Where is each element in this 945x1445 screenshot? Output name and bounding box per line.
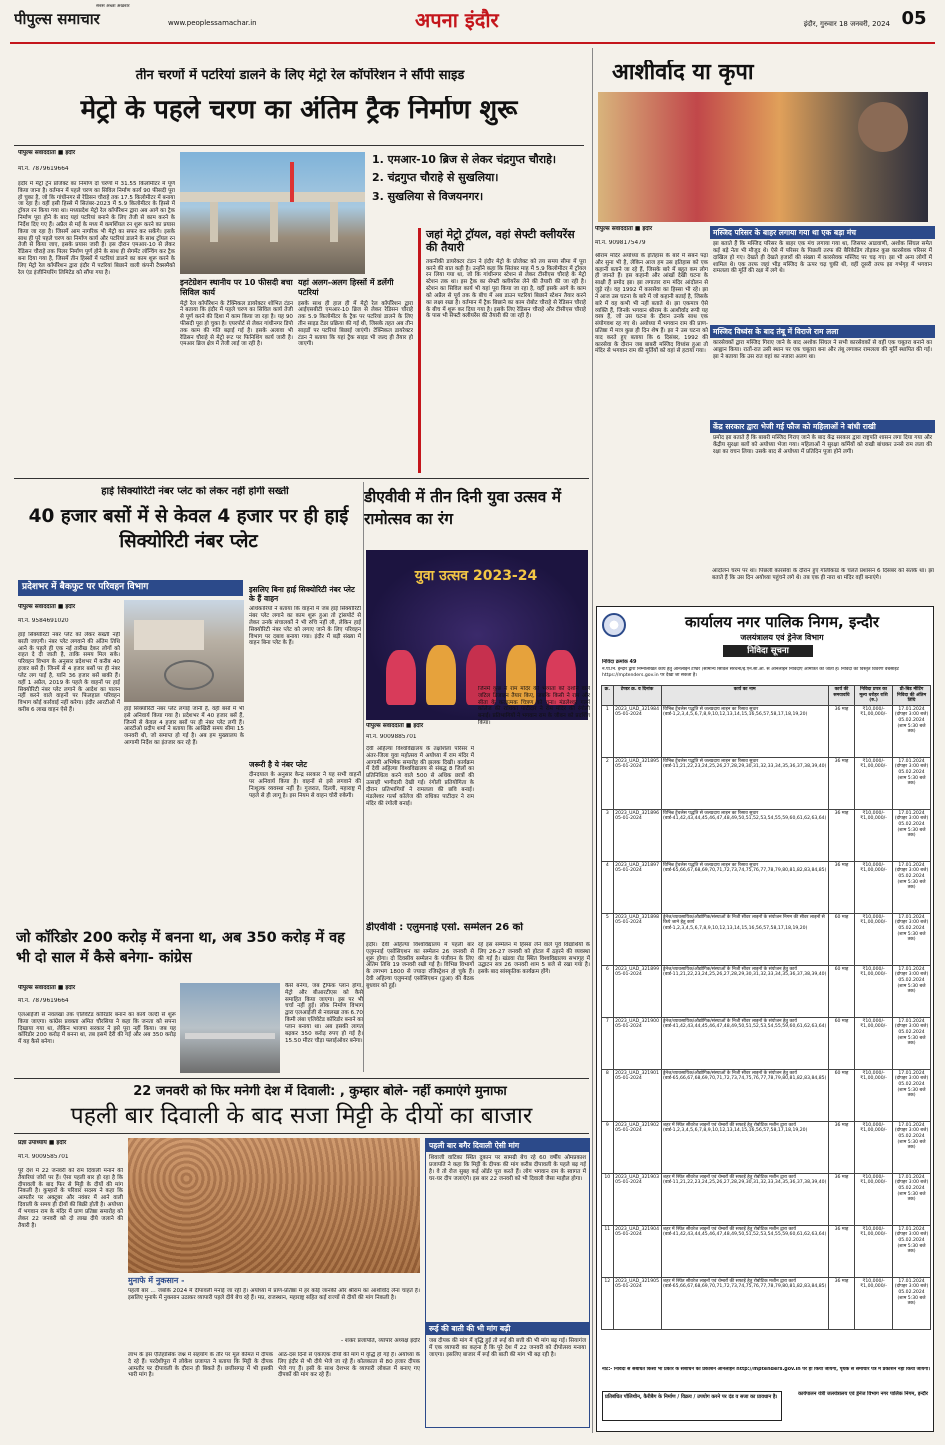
diwali-head-rule — [14, 1133, 589, 1134]
tender-footer-left: प्रतिबंधित पॉलिथीन, कैरीबैग के निर्माण / विक्रय / उपयोग करने पर दंड व सजा का प्रावधान है। — [602, 1391, 782, 1421]
tender-subtitle: जलयंत्रालय एवं ड्रेनेज विभाग — [740, 633, 824, 642]
tender-cell-fee: ₹10,000/- ₹1,00,000/- — [855, 965, 893, 1017]
hsrp-photo — [124, 600, 244, 702]
davv-sub-headline: डीएवीवी : एलुमनाई एसो. सम्मेलन 26 को — [366, 922, 523, 933]
tender-cell-dates: 17.01.2024 (दोपहर 3:00 बजे) 05.02.2024 (शाम 5:30 बजे तक) — [893, 965, 931, 1017]
ashirwad-box1-title: मस्जिद परिसर के बाहर लगाया गया था एक बड़ा मंच — [710, 226, 935, 239]
tender-cell-id: 2023_UAD_321895 05-01-2024 — [613, 757, 661, 809]
tender-cell-fee: ₹10,000/- ₹1,00,000/- — [855, 1173, 893, 1225]
ashirwad-body: श्रीराम मंदिर अयोध्या के इतिहास के बारे में सबने पढ़ा और सुना भी है, लेकिन आज हम उस इतिहास को एक कहानी बताने जा रहे हैं, जिसके बारे में बहुत कम लोग ही जानते हैं। इस कहानी और आंखों देखी घटना के साक्षी हैं प्रमोद झा। झा लगातार राम मंदिर आंदोलन से जुड़े रहे। वह 1992 में कारसेवा का हिस्सा भी रहे। झा ने आज उस घटना के बारे में जो कहानी बताई है, जिसके बारे में वह कभी भी नहीं बताते थे। झा एकमात्र ऐसे व्यक्ति हैं, जिनके भगवान श्रीराम के आशीर्वाद रूपी यह वस्त्र हैं, जो उस घटना के दौरान उनके साथ एक संयोगवश रह गए थे। अयोध्या में भगवान राम की प्राण-प्रतिष्ठा में मात्र कुछ ही दिन शेष हैं। झा ने उस घटना को याद करते हुए बताया कि 6 दिसंबर, 1992 की कारसेवा के दौरान जब बाबरी मस्जिद विध्वंस हुआ तो मंदिर से भगवान राम की मूर्तियों को वहां से हटाया गया। — [595, 253, 708, 355]
metro-box3-title: जहां मेट्रो ट्रॉयल, वहां सेफ्टी क्लीयरेंस की तैयारी — [426, 228, 575, 255]
row1-divider — [14, 478, 589, 479]
tender-cell-id: 2023_UAD_321904 05-01-2024 — [613, 1225, 661, 1277]
ashirwad-box3-body: प्रमोद झा बताते हैं कि बाबरी मस्जिद गिराए जाने के बाद केंद्र सरकार द्वारा राष्ट्रपति शासन लगा दिया गया और केंद्रीय सुरक्षा बलों को अयोध्या भेजा गया। महिलाओं ने सुरक्षा कर्मियों को राखी बांधकर उनसे राम लला की रक्षा का वचन लिया। उसके बाद से अयोध्या में प्रतिदिन पूजा होने लगी। — [713, 435, 932, 456]
tender-cell-no: 1 — [602, 705, 614, 757]
diwali-loss-title: मुनाफे में नुकसान - — [128, 1276, 185, 1285]
tender-cell-period: 36 माह — [828, 1277, 854, 1329]
tender-cell-period: 36 माह — [828, 705, 854, 757]
tender-cell-id: 2023_UAD_321900 05-01-2024 — [613, 1017, 661, 1069]
tender-cell-no: 12 — [602, 1277, 614, 1329]
tender-cell-id: 2023_UAD_321984 05-01-2024 — [613, 705, 661, 757]
tender-cell-dates: 17.01.2024 (दोपहर 3:00 बजे) 05.02.2024 (शाम 5:30 बजे तक) — [893, 809, 931, 861]
diwali-kicker: 22 जनवरी को फिर मनेगी देश में दिवाली: , कुम्हार बोले- नहीं कमाएंगे मुनाफा — [133, 1084, 507, 1099]
tender-cell-id: 2023_UAD_321897 05-01-2024 — [613, 861, 661, 913]
tender-cell-no: 5 — [602, 913, 614, 965]
metro-headline: मेट्रो के पहले चरण का अंतिम ट्रैक निर्माण शुरू — [80, 96, 518, 125]
metro-box1 — [180, 278, 293, 473]
tender-cell-fee: ₹10,000/- ₹1,00,000/- — [855, 1017, 893, 1069]
tender-cell-id: 2023_UAD_321902 05-01-2024 — [613, 1121, 661, 1173]
tender-cell-work: विभिन्न ट्रेंचलेस पद्धति से जलप्रदाय लाइन का रिसाव सुधार (वार्ड-65,66,67,68,69,70,71,72,73,74,75,76,77,78,79,80,81,82,83,84,85) — [661, 861, 828, 913]
tender-row — [602, 861, 931, 913]
diwali-box — [425, 1138, 590, 1428]
corridor-byline: पीपुल्स संवाददाता ■ इंदौर — [18, 985, 76, 991]
tender-cell-dates: 17.01.2024 (दोपहर 3:00 बजे) 05.02.2024 (शाम 5:30 बजे तक) — [893, 1017, 931, 1069]
tender-cell-id: 2023_UAD_321903 05-01-2024 — [613, 1173, 661, 1225]
hsrp-headline: 40 हजार बसों में से केवल 4 हजार पर ही हाई सिक्योरिटी नंबर प्लेट — [28, 506, 349, 552]
metro-box2-body: इसके साथ ही हाल ही में मेट्रो रेल कॉर्पोरेशन द्वारा आईएसबीटी एमआर-10 ब्रिज से लेकर रेडिसन चौराहे तक 5.9 किलोमीटर के ट्रैक पर पटरियां डालने के लिए तीन साइड टेंडर प्रक्रिया की गई थी, जिसके तहत अब तीन साइडों पर पटरियां बिछाई जाएंगी। टेक्निकल डायरेक्टर टंडन ने बताया कि यहां ट्रैक साइड भी जल्द ही तैयार हो जाएगी। — [298, 300, 413, 348]
row3-divider — [14, 1078, 589, 1079]
page-number: 05 — [901, 8, 927, 29]
tender-cell-dates: 17.01.2024 (दोपहर 3:00 बजे) 05.02.2024 (शाम 5:30 बजे तक) — [893, 1277, 931, 1329]
tender-row — [602, 1277, 931, 1329]
tender-cell-no: 11 — [602, 1225, 614, 1277]
tender-notice-no: निविदा क्रमांक 49 — [602, 659, 637, 665]
hsrp-kicker: हाई सिक्योरिटी नंबर प्लेट को लेकर नहीं होगी सख्ती — [101, 486, 289, 497]
tender-cell-id: 2023_UAD_321905 05-01-2024 — [613, 1277, 661, 1329]
ashirwad-photo — [598, 92, 928, 222]
tender-cell-period: 36 माह — [828, 1225, 854, 1277]
corridor-photo — [180, 983, 280, 1073]
hsrp-box-title2: जरूरी है ये नंबर प्लेट — [249, 760, 308, 770]
diwali-box-body2: जब दीपक की मांग में वृद्धि हुई तो रूई की बत्ती की भी मांग बढ़ गई। सियागंज में एक व्यापारी का कहना है कि पूरे देश में 22 जनवरी को दीपोत्सव मनाया जाएगा। इसलिए बाजार में रूई की बाती की मांग भी बढ़ रही है। — [429, 1338, 586, 1358]
metro-phase-1: 1. एमआर-10 ब्रिज से लेकर चंद्रगुप्त चौराहे। — [372, 153, 557, 166]
tender-cell-work: शहर में स्थित सीवरेज लाइनों एवं चेम्बरों की सफाई हेतु रोबोटिक मशीन द्वारा कार्य (वार्ड-11,21,22,23,24,25,26,27,28,29,30,31,32,33,34,35,36,37,38,39,40) — [661, 1173, 828, 1225]
tender-cell-period: 36 माह — [828, 757, 854, 809]
tender-row — [602, 1069, 931, 1121]
ashirwad-box3-title: केंद्र सरकार द्वारा भेजी गई फौज को महिलाओं ने बांधी राखी — [710, 420, 935, 433]
tender-cell-work: ड्रेनेज/व्यावसायिक/औद्योगिक/संस्थाओं के निजी सीवर लाइनों के संयोजन हेतु कार्य (वार्ड-41,42,43,44,45,46,47,48,49,50,51,52,53,54,55,59,60,61,62,63,64) — [661, 1017, 828, 1069]
tender-notice — [596, 606, 934, 1432]
tender-row — [602, 1225, 931, 1277]
metro-box2-title: यहां अलग-अलग हिस्सों में डलेंगी पटरियां — [298, 278, 394, 297]
hsrp-box-body: अधिकारियों ने बताया कि वाहनों में जब हाई सिक्योरिटी नंबर प्लेट लगाने का काम शुरू हुआ तो ट्रांसपोर्ट से लेकर उनके संचालकों ने भी रुचि नहीं ली, लेकिन हाई सिक्योरिटी नंबर प्लेट को लगाए जाने के लिए परिवहन विभाग पर दबाव बनाया गया। इंदौर में बड़ी संख्या में वाहन बिना प्लेट के हैं। — [249, 606, 361, 647]
hsrp-box-body2: दीनदयाल के अनुसार केन्द्र सरकार ने यह सभी वाहनों पर अनिवार्य किया है। वाहनों से इसे लगवाने की निःशुल्क व्यवस्था नहीं है। गुजरात, दिल्ली, महाराष्ट्र में पहले से ही लागू है। इस नियम से वाहन चोरी रुकेगी। — [249, 772, 361, 799]
metro-phase-2: 2. चंद्रगुप्त चौराहे से सुखलिया। — [372, 171, 499, 185]
tender-cell-work: विभिन्न ट्रेंचलेस पद्धति से जलप्रदाय लाइन का रिसाव सुधार (वार्ड-11,21,22,23,24,25,26,27,28,29,30,31,32,33,34,35,36,37,38,39,40) — [661, 757, 828, 809]
tender-row — [602, 809, 931, 861]
tender-col-fee: निविदा प्रपत्र का मूल्य धरोहर राशि (रु.) — [855, 686, 893, 706]
tender-cell-work: विभिन्न ट्रेंचलेस पद्धति से जलप्रदाय लाइन का रिसाव सुधार (वार्ड-1,2,3,4,5,6,7,8,9,10,12,13,14,15,16,56,57,58,17,18,19,20) — [661, 705, 828, 757]
metro-mobile: मो.नं. 7879619664 — [18, 166, 69, 172]
metro-head-rule — [14, 145, 584, 146]
masthead-tagline: सबसे अच्छा अखबार — [96, 4, 130, 9]
corridor-mobile: मो.नं. 7879619664 — [18, 998, 69, 1004]
tender-cell-work: शहर में स्थित सीवरेज लाइनों एवं चेम्बरों की सफाई हेतु रोबोटिक मशीन द्वारा कार्य (वार्ड-65,66,67,68,69,70,71,72,73,74,75,76,77,78,79,80,81,82,83,84,85) — [661, 1277, 828, 1329]
diwali-mobile: मो.नं. 9009585701 — [18, 1154, 69, 1160]
metro-photo — [180, 152, 365, 274]
hsrp-byline: पीपुल्स संवाददाता ■ इंदौर — [18, 604, 76, 610]
tender-cell-period: 36 माह — [828, 861, 854, 913]
tender-cell-no: 4 — [602, 861, 614, 913]
tender-cell-period: 36 माह — [828, 1173, 854, 1225]
metro-box3 — [418, 228, 586, 473]
tender-cell-id: 2023_UAD_321899 05-01-2024 — [613, 965, 661, 1017]
tender-cell-dates: 17.01.2024 (दोपहर 3:00 बजे) 05.02.2024 (शाम 5:30 बजे तक) — [893, 705, 931, 757]
tender-cell-fee: ₹10,000/- ₹1,00,000/- — [855, 1069, 893, 1121]
tender-cell-period: 60 माह — [828, 965, 854, 1017]
tender-cell-no: 6 — [602, 965, 614, 1017]
tender-cell-id: 2023_UAD_321901 05-01-2024 — [613, 1069, 661, 1121]
diwali-headline: पहली बार दिवाली के बाद सजा मिट्टी के दीयों का बाजार — [70, 1103, 533, 1129]
tender-cell-period: 60 माह — [828, 1069, 854, 1121]
hsrp-mobile: मो.नं. 9584691020 — [18, 618, 69, 624]
tender-table — [601, 685, 931, 1330]
hsrp-box — [249, 585, 361, 897]
metro-box3-body: तकनीकी डायरेक्टर टंडन ने इंदौर मेट्रो के प्रोजेक्ट को तय समय सीमा में पूरा करने की बात कही है। उन्होंने कहा कि सितंबर माह में 5.9 किलोमीटर में ट्रॉयल रन लिया गया था, जो कि गांधीनगर स्टेशन से लेकर टीसीएस चौराहे के मेट्रो स्टेशन तक था। इस ट्रैक का सेफ्टी क्लीयरेंस लेने की तैयारी की जा रही है। स्टेशन का सिविल कार्य भी यहां पूरा किया जा रहा है, वहीं इसके आगे के काम को अप्रैल से पूर्व तक के बीच में अब डाउन पटरियां बिछाने स्टेशन तैयार करने का लक्ष्य रखा है। वर्तमान में ट्रैक बिछाने का काम रोबोट चौराहे से रेडिसन चौराहे के बीच में शुरू कर दिया गया है। इसके लिए रेडिसन चौराहे और टीसीएस चौराहे के पास भी सेफ्टी क्लीयरेंस की तैयारी की जा रही है। — [426, 258, 586, 320]
davv-sub-body: इंदौर। देवी अहिल्या विश्वविद्यालय में पहली बार एलुमनाई एसोसिएशन का सम्मेलन 26 जनवरी से शुरू होगा। दो दिवसीय सम्मेलन के पंजीयन के लिए अंतिम तिथि 19 जनवरी रखी गई है। विभिन्न विभागों के लगभग 1800 से ज्यादा रजिस्ट्रेशन हो चुके हैं। देवी अहिल्या एलुमनाई एसोसिएशन (डुआ) की बैठक बुधवार को हुई। — [366, 942, 474, 989]
ashirwad-mobile: मो.नं. 9098175479 — [595, 240, 646, 246]
diwali-body2: लाभ के इस ऐतिहासिक जश्न में सहयोग के तौर पर मूल कीमत में दीपक दे रहे हैं। परदेशीपुरा में लोकेश प्रजापत ने बताया कि मिट्टी के दीपक आमतौर पर दीपावली के दौरान ही बिकते हैं। छत्तीसगढ़ में भी इसकी भारी मांग है। — [128, 1352, 273, 1379]
tender-cell-work: शहर में स्थित सीवरेज लाइनों एवं चेम्बरों की सफाई हेतु रोबोटिक मशीन द्वारा कार्य (वार्ड-1,2,3,4,5,6,7,8,9,10,12,13,14,15,16,56,57,58,17,18,19,20) — [661, 1121, 828, 1173]
diwali-box-body: शिवाजी वाटिका स्थित दुकान पर सामग्री बेच रहे 60 वर्षीय ओमप्रकाश प्रजापति ने कहा कि मिट्टी के दीपक की मांग करीब दीपावली के पहले बढ़ गई है। वे तो रोज सुबह कई ऑर्डर पूरा करते हैं। लोग भगवान राम के स्वागत में घर-घर दीप जलाएंगे। इस बार 22 जनवरी को भी दिवाली जैसा माहौल होगा। — [429, 1155, 586, 1182]
tender-row — [602, 1017, 931, 1069]
tender-cell-work: विभिन्न ट्रेंचलेस पद्धति से जलप्रदाय लाइन का रिसाव सुधार (वार्ड-41,42,43,44,45,46,47,48,49,50,51,52,53,54,55,59,60,61,62,63,64) — [661, 809, 828, 861]
davv-headline: डीएवीवी में तीन दिनी युवा उत्सव में रामोत्सव का रंग — [364, 488, 562, 529]
davv-sub-body2: रहे इस सम्मेलन में हिस्सा लेने वाले पूर्व विद्यार्थियों के लिए 26-27 जनवरी को होटल में ठहरने की व्यवस्था की गई है। खंडवा रोड स्थित विश्वविद्यालय सभागृह में उद्घाटन सत्र 26 जनवरी शाम 5 बजे से रखा गया है। इसके बाद सांस्कृतिक कार्यक्रम होंगे। — [478, 942, 590, 976]
ashirwad-headline: आशीर्वाद या कृपा — [612, 60, 754, 85]
diwali-loss-body: पहली बार ... जबकि 2024 में दीपावली मनाई जा रही है। अयोध्या में प्राण-प्रतिष्ठा में हर कोई जानकी और श्रीराम का आशीर्वाद लेना चाहते हैं। इसलिए मुनाफे में नुकसान उठाकर व्यापारी पहले दीये बेच रहे हैं। मप्र, राजस्थान, महाराष्ट्र सहित कई राज्यों से दीयों की मांग निकली है। — [128, 1288, 420, 1301]
tender-cell-no: 3 — [602, 809, 614, 861]
davv-byline: पीपुल्स संवाददाता ■ इंदौर — [366, 723, 424, 729]
tender-emblem-icon — [602, 613, 626, 637]
tender-row — [602, 1173, 931, 1225]
tender-cell-fee: ₹10,000/- ₹1,00,000/- — [855, 705, 893, 757]
davv-body: देवी अहिल्या विश्वविद्यालय के तक्षशिला परिसर में अंतर-जिला युवा महोत्सव में अयोध्या में राम मंदिर में आगामी अभिषेक समारोह की झलक दिखी। कार्यक्रम में देवी अहिल्या विश्वविद्यालय से संबद्ध 8 जिलों का प्रतिनिधित्व करने वाले 500 से अधिक छात्रों की उत्साही भागीदारी देखी गई। रंगोली प्रतियोगिता के दौरान प्रतिभागियों ने रामलला की छवि बनाई। मंडलेश्वर गर्ल्स कॉलेज की राधिका पाटीदार ने राम मंदिर की रंगोली बनाई। — [366, 746, 474, 807]
tender-cell-fee: ₹10,000/- ₹1,00,000/- — [855, 757, 893, 809]
diwali-quote-by: - शंकर प्रजापति, व्यापार अध्यक्ष इंदौर — [340, 1338, 420, 1344]
tender-footer-right: कार्यपालन यंत्री जलयंत्रालय एवं ड्रेनेज विभाग नगर पालिक निगम, इन्दौर — [798, 1391, 928, 1397]
section-title: अपना इंदौर — [415, 8, 499, 32]
tender-cell-dates: 17.01.2024 (दोपहर 3:00 बजे) 05.02.2024 (शाम 5:30 बजे तक) — [893, 1173, 931, 1225]
davv-mobile: मो.नं. 9009885701 — [366, 734, 417, 740]
metro-phase-3: 3. सुखलिया से विजयनगर। — [372, 189, 484, 203]
tender-cell-no: 10 — [602, 1173, 614, 1225]
ashirwad-box — [710, 226, 935, 566]
tender-table-wrap — [601, 685, 931, 1365]
tender-col-no: क्र. — [602, 686, 614, 706]
tender-cell-fee: ₹10,000/- ₹1,00,000/- — [855, 1225, 893, 1277]
ashirwad-byline: पीपुल्स संवाददाता ■ इंदौर — [595, 226, 653, 232]
tender-note: नोट:- निविदा से संबंधित किसी भी प्रकार के संशोधन का प्रकाशन ऑनलाइन http://mptenders.gov.in पर ही किया जायेगा, पृथक से समाचार पत्र में प्रकाशन नहीं किया जायेगा। — [602, 1367, 930, 1372]
tender-header-row — [602, 686, 931, 706]
tender-cell-period: 60 माह — [828, 913, 854, 965]
tender-cell-dates: 17.01.2024 (दोपहर 3:00 बजे) 05.02.2024 (शाम 5:30 बजे तक) — [893, 861, 931, 913]
tender-col-work: कार्य का नाम — [661, 686, 828, 706]
tender-cell-fee: ₹10,000/- ₹1,00,000/- — [855, 809, 893, 861]
tender-rows — [602, 705, 931, 1329]
hsrp-sub-banner: प्रदेशभर में बैकफुट पर परिवहन विभाग — [18, 580, 243, 596]
hsrp-body: हाई सिक्योरिटी नंबर प्लेट को लेकर सख्ती नहीं बरती जाएगी। नंबर प्लेट लगवाने की अंतिम तिथि आने के पहले ही एक नई तारीख देकर लोगों को राहत दे दी जाती है, ताकि समय मिल सके। परिवहन विभाग के अनुसार प्रदेशभर में करीब 40 हजार बसें हैं। जिनमें से 4 हजार बसों पर ही नंबर प्लेट लग पाई है, यानि 36 हजार बसें बाकी हैं। वहीं 1 अप्रैल, 2019 के पहले के वाहनों पर हाई सिक्योरिटी नंबर प्लेट लगाने के आदेश का पालन नहीं करने वाले वाहनों पर फिलहाल परिवहन विभाग कोई कार्रवाई नहीं करेगा। इंदौर आरटीओ में करीब 6 लाख वाहन ऐसे हैं। — [18, 632, 120, 713]
davv-body2: जिनमें कुछ ने राम मंदिर की भव्यता को दर्शाने वाले जटिल डिजाइन तैयार किए, जबकि किसी ने राम और सीता के कलात्मक चित्रण को चुना। मंडलेश्वर गर्ल्स कॉलेज की राधिका पाटीदार ने राम मंदिर की रंगोली बनाई। प्रतिभागियों ने भगवान राम के जीवन को प्रदर्शित किया। — [478, 686, 590, 727]
tender-cell-work: ड्रेनेज/व्यावसायिक/औद्योगिक/संस्थाओं के निजी सीवर लाइनों के संयोजन हेतु कार्य (वार्ड-65,66,67,68,69,70,71,72,73,74,75,76,77,78,79,80,81,82,83,84,85) — [661, 1069, 828, 1121]
tender-cell-id: 2023_UAD_321898 05-01-2024 — [613, 913, 661, 965]
ashirwad-box2-body: कारसेवकों द्वारा मस्जिद गिराए जाने के बाद अशोक सिंघल ने सभी कारसेवकों से वहीं एक चबूतरा बनाने का आह्वान किया। रातों-रात उसी स्थान पर एक चबूतरा बना और तंबू लगाकर रामलला की मूर्ति स्थापित की गई। झा ने बताया कि उस रात वहां का नजारा अलग था। — [713, 340, 932, 360]
tender-col-tender: टेण्डर क्र. व दिनांक — [613, 686, 661, 706]
tender-cell-no: 7 — [602, 1017, 614, 1069]
metro-box1-body: मेट्रो रेल कॉर्पोरेशन के टेक्निकल डायरेक्टर शोभित टंडन ने बताया कि इंदौर में पहले चरण का सिविल कार्य तेजी से पूर्ण करने की दिशा में काम किया जा रहा है। यह 90 फीसदी पूरा हो चुका है। एयरपोर्ट से लेकर गांधीनगर डिपो तक काम की गति बढ़ाई गई है। इसके अलावा भी रेडिसन चौराहे से मेट्रो रूट पर फिनिशिंग कार्य जारी है। एमआर ब्रिज क्षेत्र में तेजी लाई जा रही है। — [180, 300, 293, 348]
ashirwad-box1-body: झा बताते हैं कि मस्जिद परिसर के बाहर एक मंच लगाया गया था, जिसपर आडवाणी, अशोक सिंघल समेत कई बड़े नेता भी मौजूद थे। ऐसे में परिसर के पिछली तरफ की बैरिकेडिंग तोड़कर कुछ कारसेवक परिसर में दाखिल हो गए। देखते ही देखते हजारों की संख्या में कारसेवक मस्जिद पर चढ़ गए। झा भी अन्य लोगों में शामिल थे। एक तरफ जहां भीड़ मस्जिद के ऊपर चढ़ चुकी थी, वहीं दूसरी तरफ झा गर्भगृह में भगवान रामलला की मूर्ति की रक्षा में लगे थे। — [713, 241, 932, 275]
tender-row — [602, 1121, 931, 1173]
metro-phases — [372, 153, 592, 213]
diwali-box-title: पहली बार बगैर दिवाली ऐसी मांग — [426, 1139, 589, 1152]
ashirwad-end: आंदोलन चरम पर था। पिछली कारसेवा के दौरान हुए गोलीकांड के चलते प्रशासन 6 दिसंबर को सतर्क था। झा बताते हैं कि उस दिन अयोध्या पहुंचने लगे थे। तब एक ही नारा था मंदिर वहीं बनाएंगे। — [712, 568, 934, 581]
tender-title: कार्यालय नगर पालिक निगम, इन्दौर — [685, 613, 879, 631]
tender-cell-dates: 17.01.2024 (दोपहर 3:00 बजे) 05.02.2024 (शाम 5:30 बजे तक) — [893, 913, 931, 965]
diwali-body3: आठ-दस दिनों से एकाएक दीयों की मांग में वृद्धि हो गई है। अयोध्या के लिए इंदौर से भी दीये भेजे जा रहे हैं। कोलकाता से 80 हजार दीपक भेजे गए हैं। इसी के साथ देशभर के व्यापारी लोकल में बनाए गए दीपकों की मांग कर रहे हैं। — [278, 1352, 420, 1379]
tender-cell-dates: 17.01.2024 (दोपहर 3:00 बजे) 05.02.2024 (शाम 5:30 बजे तक) — [893, 1225, 931, 1277]
tender-cell-fee: ₹10,000/- ₹1,00,000/- — [855, 913, 893, 965]
column-divider-mid — [363, 482, 364, 1072]
hsrp-body2: हाई सिक्योरिटी नंबर प्लेट लगाई जानी हैं, वहीं बसों में भी इसे अनिवार्य किया गया है। प्रदेशभर में 40 हजार बसें हैं, जिनमें से केवल 4 हजार बसों पर ही नंबर प्लेट लगी हैं। आरटीओ प्रदीप शर्मा ने बताया कि आखिरी समय सीमा 15 जनवरी थी, जो समाप्त हो गई है। अब हम मुख्यालय के आगामी निर्देश का इंतजार कर रहे हैं। — [124, 706, 244, 747]
diwali-box-title2: रूई की बाती की भी मांग बढ़ी — [426, 1322, 589, 1335]
metro-box1-title: इनटेग्रेशन स्थानीय पर 10 फीसदी बचा सिविल कार्य — [180, 278, 293, 297]
corridor-headline: जो कॉरिडोर 200 करोड़ में बनना था, अब 350 करोड़ में वह भी दो साल में कैसे बनेगा- कांग्रेस — [16, 930, 345, 967]
diwali-photo — [128, 1138, 420, 1273]
tender-cell-work: ड्रेनेज/व्यावसायिक/औद्योगिक/संस्थाओं के निजी सीवर लाइनों के संयोजन हेतु कार्य (वार्ड-11,21,22,23,24,25,26,27,28,29,30,31,32,33,34,35,36,37,38,39,40) — [661, 965, 828, 1017]
tender-row — [602, 705, 931, 757]
tender-cell-fee: ₹10,000/- ₹1,00,000/- — [855, 1121, 893, 1173]
tender-cell-no: 8 — [602, 1069, 614, 1121]
hsrp-box-title: इसलिए बिना हाई सिक्योरिटी नंबर प्लेट के हैं वाहन — [249, 585, 355, 604]
tender-cell-period: 36 माह — [828, 1121, 854, 1173]
masthead-website[interactable]: www.peoplessamachar.in — [168, 19, 257, 27]
edition-date: इंदौर, गुरुवार 18 जनवरी, 2024 — [803, 20, 890, 28]
corridor-body2: कैसे बनेगा, जब ट्रैफिक प्लान होगा, मेट्रो और बीआरटीएस को कैसे समाहित किया जाएगा। इस पर भी चर्चा नहीं हुई। लोक निर्माण विभाग द्वारा एलआईजी से नवलखा तक 6.70 किमी लंबा एलिवेटेड कॉरिडोर बनाने का प्लान बनाया था। अब इसकी लागत बढ़कर 350 करोड़ रुपए हो गई है। 15.50 मीटर चौड़ा फ्लाईओवर बनेगा। — [285, 983, 363, 1044]
masthead — [0, 0, 945, 42]
tender-cell-fee: ₹10,000/- ₹1,00,000/- — [855, 1277, 893, 1329]
tender-cell-dates: 17.01.2024 (दोपहर 3:00 बजे) 05.02.2024 (शाम 5:30 बजे तक) — [893, 1069, 931, 1121]
tender-row — [602, 965, 931, 1017]
tender-row — [602, 757, 931, 809]
tender-cell-work: शहर में स्थित सीवरेज लाइनों एवं चेम्बरों की सफाई हेतु रोबोटिक मशीन द्वारा कार्य (वार्ड-41,42,43,44,45,46,47,48,49,50,51,52,53,54,55,59,60,61,62,63,64) — [661, 1225, 828, 1277]
corridor-body: एलआईजी से नवलखा तक एलिवेटेड कॉरिडोर बनाने का कार्य जल्दी से शुरू किया जाएगा। कांग्रेस प्रवक्ता अमित चौरसिया ने कहा कि जनता को सपना दिखाया गया था, लेकिन भाजपा सरकार ने इसे पूरा नहीं किया। जब यह कॉरिडोर 200 करोड़ में बनना था, तब इसमें देरी की गई और अब 350 करोड़ में यह कैसे बनेगा। — [18, 1012, 176, 1046]
ashirwad-box2-title: मस्जिद विध्वंस के बाद तंबू में विराजे राम लला — [710, 325, 935, 338]
tender-cell-id: 2023_UAD_321896 05-01-2024 — [613, 809, 661, 861]
tender-cell-no: 2 — [602, 757, 614, 809]
column-divider-right — [592, 48, 593, 1433]
tender-col-period: कार्य की समयावधि — [828, 686, 854, 706]
tender-cell-no: 9 — [602, 1121, 614, 1173]
metro-kicker: तीन चरणों में पटरियां डालने के लिए मेट्रो रेल कॉर्पोरेशन ने सौंपी साइड — [135, 68, 465, 83]
diwali-body: पूरे देश में 22 जनवरी को राम दिवाली मनाने की तैयारियां जोरों पर हैं। ऐसा पहली बार हो रहा है कि दीपावली के बाद फिर से मिट्टी के दीयों की मांग निकली है। कुम्हारों के परिवार सदस्य ने कहा कि आमतौर पर अक्टूबर और नवंबर में आने वाली दिवाली के समय ही दीयों की बिक्री होती है। अयोध्या में भगवान राम के मंदिर में प्राण प्रतिष्ठा समारोह को लेकर 22 जनवरी को दो लाख दीये जलाने की तैयारी है। — [18, 1168, 123, 1229]
tender-cell-period: 60 माह — [828, 1017, 854, 1069]
tender-intro: न.पा.नि. इन्दौर द्वारा निम्नलिखित कार्य हेतु ऑनलाइन टेण्डर (सामान्य सिविल संरचना/ई.एन.सी.ओ. से ऑनलाइन निविदाएं आमंत्रित की जाती हैं। निविदा का विस्तृत विवरण वेबसाइट https://mptenders.gov.in पर देखा जा सकता है। — [602, 667, 899, 678]
diwali-byline: प्रज्ञा उपाध्याय ■ इंदौर — [18, 1140, 67, 1146]
tender-row — [602, 913, 931, 965]
metro-byline: पीपुल्स संवाददाता ■ इंदौर — [18, 150, 76, 156]
metro-body: इंदौर में मेट्रो ट्रेन प्रोजेक्ट का निर्माण दो चरणों में 31.55 किलोमीटर में पूर्ण किया जाना है। वर्तमान में पहले चरण का सिविल निर्माण कार्य 90 फीसदी पूरा हो चुका है, जो कि गांधीनगर से रेडिसन चौराहे तक 17.5 किलोमीटर में बनाया जा रहा है। वहीं इसी हिस्से में सितंबर-2023 में 5.9 किलोमीटर के हिस्से में ट्रॉयल रन किया गया था। मध्यप्रदेश मेट्रो रेल कॉर्पोरेशन द्वारा अब आगे का ट्रैक निर्माण पूरा होने के बाद यहां पटरियां बनाने के लिए तेजी से काम करने के निर्देश दिए गए हैं। अप्रैल से मई के मध्य में कमर्शियल रन शुरू करने का प्रयास किया जा रहा है। जिसमें आम नागरिक भी मेट्रो का सफर कर सकेंगे। इसके साथ ही पूरे पहले चरण का निर्माण कार्य और पटरियां डालने के साथ ट्रॉयल रन तेजी से किया जाए, इसके प्रयास जारी हैं। इस दौरान एमआर-10 से लेकर रेडिसन चौराहे तक पिलर निर्माण पूर्ण होने के साथ ही सेगमेंट लॉन्चिंग कर ट्रैक बना दिया गया है, जिसमें तीन हिस्सों में पटरियां डालने का काम शुरू करने के लिए मेट्रो रेल कॉर्पोरेशन द्वारा इंदौर में पटरियां बिछाने वाली कंपनी टैक्समैको रेल एंड इंजीनियरिंग लिमिटेड को सौंपा गया है। — [18, 181, 175, 276]
tender-cell-fee: ₹10,000/- ₹1,00,000/- — [855, 861, 893, 913]
tender-cell-work: ड्रेनेज/व्यावसायिक/औद्योगिक/संस्थाओं के निजी सीवर लाइनों के संयोजन निगम की सीवर लाइनों से किये जाने हेतु कार्य (वार्ड-1,2,3,4,5,6,7,8,9,10,12,13,14,15,16,56,57,58,17,18,19,20) — [661, 913, 828, 965]
masthead-rule — [10, 42, 935, 44]
tender-cell-dates: 17.01.2024 (दोपहर 3:00 बजे) 05.02.2024 (शाम 5:30 बजे तक) — [893, 1121, 931, 1173]
tender-col-dates: प्री-बिड मीटिंग निविदा की अंतिम तिथि — [893, 686, 931, 706]
metro-box2 — [298, 278, 413, 473]
davv-photo-label: युवा उत्सव 2023-24 — [414, 568, 538, 584]
tender-cell-period: 36 माह — [828, 809, 854, 861]
tender-notice-label: निविदा सूचना — [723, 645, 813, 657]
masthead-logo[interactable]: पीपुल्स समाचार — [14, 10, 100, 28]
tender-cell-dates: 17.01.2024 (दोपहर 3:00 बजे) 05.02.2024 (शाम 5:30 बजे तक) — [893, 757, 931, 809]
